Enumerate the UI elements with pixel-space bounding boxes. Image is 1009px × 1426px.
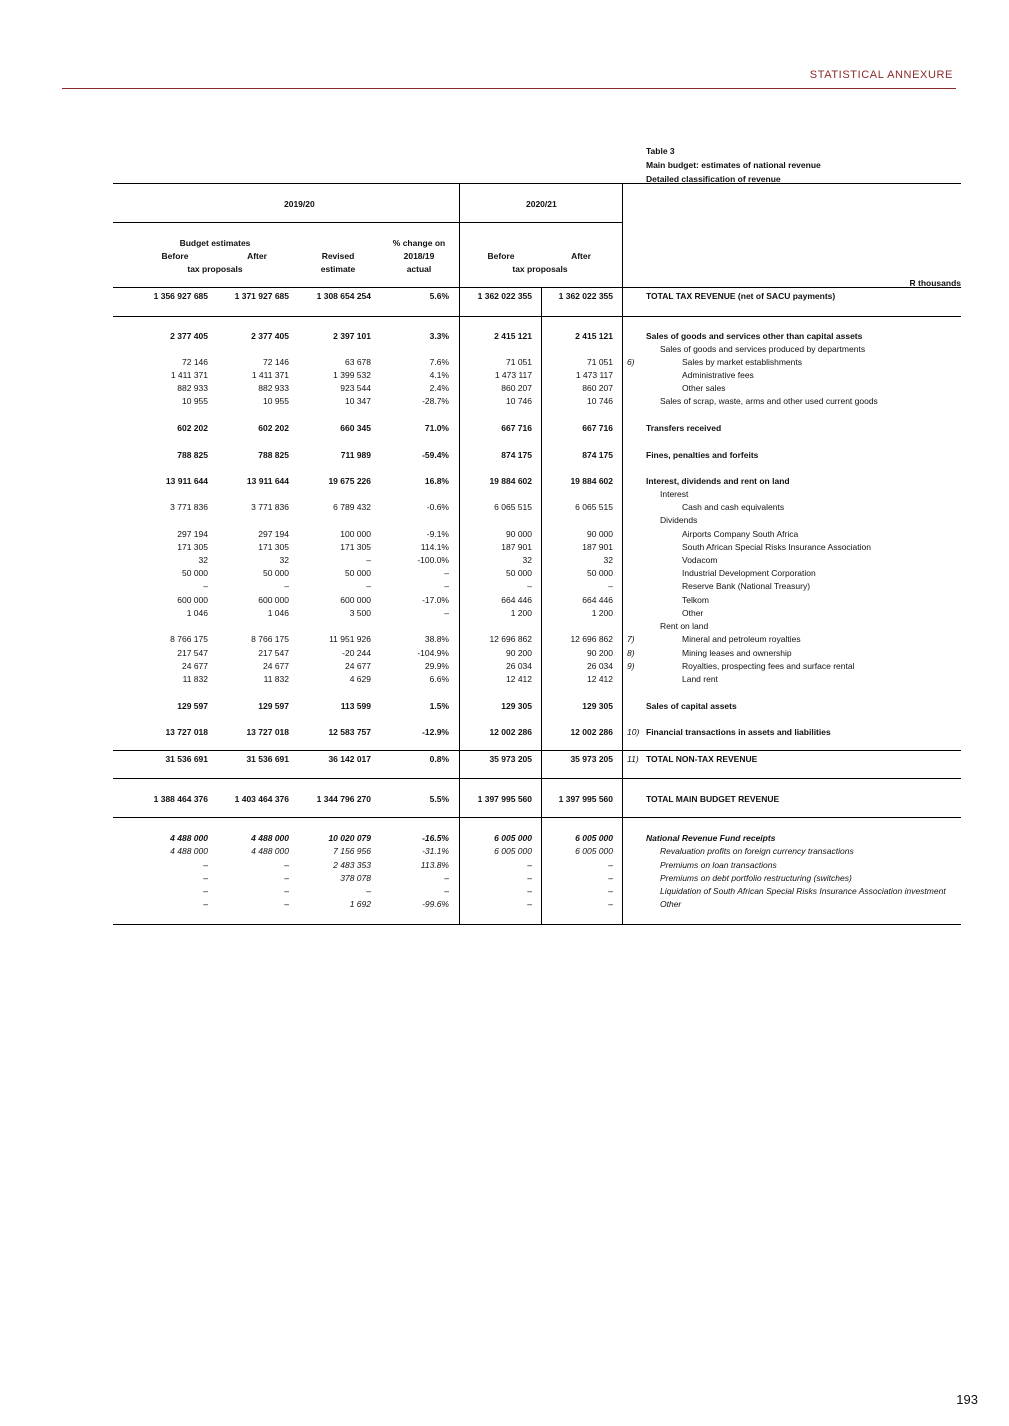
table-row (0, 846, 1009, 859)
cell-col-5: 664 446 (501, 595, 532, 605)
cell-col-6: 50 000 (587, 568, 613, 578)
cell-col-6: – (608, 873, 613, 883)
cell-col-3: 1 344 796 270 (316, 794, 371, 804)
cell-col-2: 217 547 (258, 648, 289, 658)
row-label: Financial transactions in assets and liabilities (646, 727, 831, 737)
row-label: Other sales (682, 383, 726, 393)
cell-col-5: 12 412 (506, 674, 532, 684)
cell-col-1: 297 194 (177, 529, 208, 539)
after2-header: After (571, 251, 591, 261)
cell-col-2: 13 727 018 (246, 727, 289, 737)
cell-col-2: 8 766 175 (251, 634, 289, 644)
cell-col-5: 667 716 (501, 423, 532, 433)
cell-col-6: 32 (603, 555, 613, 565)
cell-col-3: 113 599 (340, 701, 371, 711)
cell-col-1: 1 388 464 376 (153, 794, 208, 804)
cell-col-1: 10 955 (182, 396, 208, 406)
cell-col-1: – (203, 899, 208, 909)
cell-col-2: 3 771 836 (251, 502, 289, 512)
cell-col-5: – (527, 581, 532, 591)
table-row (0, 423, 1009, 436)
cell-col-2: 171 305 (258, 542, 289, 552)
cell-col-6: 6 065 515 (575, 502, 613, 512)
table-row (0, 794, 1009, 807)
table-row (0, 396, 1009, 409)
cell-col-4: 2.4% (429, 383, 449, 393)
cell-col-1: 1 046 (186, 608, 208, 618)
cell-col-1: 13 727 018 (165, 727, 208, 737)
cell-col-4: – (444, 608, 449, 618)
tax-revenue-rule (113, 316, 961, 317)
row-label: Vodacom (682, 555, 718, 565)
footnote-ref: 8) (627, 648, 635, 658)
table-row (0, 595, 1009, 608)
table-row (0, 727, 1009, 740)
cell-col-6: 6 005 000 (575, 846, 613, 856)
table-row (0, 634, 1009, 647)
cell-col-6: 10 746 (587, 396, 613, 406)
row-label: Sales by market establishments (682, 357, 802, 367)
cell-col-3: 12 583 757 (328, 727, 371, 737)
page-number: 193 (956, 1392, 978, 1407)
cell-col-3: 50 000 (345, 568, 371, 578)
cell-col-5: 6 005 000 (494, 833, 532, 843)
cell-col-6: 664 446 (582, 595, 613, 605)
cell-col-1: 31 536 691 (165, 754, 208, 764)
cell-col-5: 129 305 (501, 701, 532, 711)
table-row (0, 331, 1009, 344)
row-label: Airports Company South Africa (682, 529, 799, 539)
cell-col-2: 32 (279, 555, 289, 565)
cell-col-4: -59.4% (422, 450, 449, 460)
table-row (0, 833, 1009, 846)
footnote-ref: 10) (627, 727, 640, 737)
cell-col-4: 6.6% (429, 674, 449, 684)
cell-col-5: 6 005 000 (494, 846, 532, 856)
cell-col-3: 24 677 (345, 661, 371, 671)
cell-col-2: 2 377 405 (251, 331, 289, 341)
section-title: STATISTICAL ANNEXURE (809, 69, 953, 81)
cell-col-2: 31 536 691 (246, 754, 289, 764)
cell-col-4: 3.3% (429, 331, 449, 341)
cell-col-1: 24 677 (182, 661, 208, 671)
cell-col-5: 19 884 602 (489, 476, 532, 486)
cell-col-5: 90 200 (506, 648, 532, 658)
cell-col-2: – (284, 581, 289, 591)
cell-col-1: 8 766 175 (170, 634, 208, 644)
table-row (0, 754, 1009, 767)
cell-col-3: 171 305 (340, 542, 371, 552)
year-2019-20: 2019/20 (284, 199, 315, 209)
row-label: Interest (660, 489, 689, 499)
tax-proposals2-header: tax proposals (512, 264, 568, 274)
table-row (0, 886, 1009, 899)
cell-col-3: 1 399 532 (333, 370, 371, 380)
cell-col-1: 171 305 (177, 542, 208, 552)
cell-col-6: 26 034 (587, 661, 613, 671)
table-row (0, 568, 1009, 581)
budget-estimates-header: Budget estimates (179, 238, 251, 248)
cell-col-3: 11 951 926 (329, 634, 371, 644)
row-label: Reserve Bank (National Treasury) (682, 581, 811, 591)
cell-col-5: 1 473 117 (494, 370, 532, 380)
cell-col-3: 1 308 654 254 (316, 291, 371, 301)
cell-col-4: 7.6% (429, 357, 449, 367)
row-label: Sales of capital assets (646, 701, 737, 711)
cell-col-2: 602 202 (258, 423, 289, 433)
actual-header: actual (406, 264, 432, 274)
cell-col-5: – (527, 886, 532, 896)
table-row (0, 873, 1009, 886)
cell-col-1: – (203, 873, 208, 883)
row-label: Premiums on debt portfolio restructuring (switches) (660, 873, 852, 883)
row-label: Mineral and petroleum royalties (682, 634, 801, 644)
pct-change-header: % change on (392, 238, 446, 248)
table-caption (646, 144, 821, 186)
caption-line-2: Main budget: estimates of national revenue (646, 160, 821, 170)
table-row (0, 357, 1009, 370)
cell-col-1: 600 000 (177, 595, 208, 605)
cell-col-3: 600 000 (340, 595, 371, 605)
row-label: Transfers received (646, 423, 722, 433)
cell-col-3: 36 142 017 (328, 754, 371, 764)
cell-col-2: 129 597 (258, 701, 289, 711)
cell-col-5: 1 397 995 560 (477, 794, 532, 804)
cell-col-3: 711 989 (340, 450, 371, 460)
cell-col-6: 19 884 602 (570, 476, 613, 486)
cell-col-5: 10 746 (506, 396, 532, 406)
cell-col-2: 24 677 (263, 661, 289, 671)
row-label: Telkom (682, 595, 709, 605)
cell-col-1: – (203, 886, 208, 896)
footnote-ref: 7) (627, 634, 635, 644)
cell-col-1: 72 146 (182, 357, 208, 367)
row-label: TOTAL MAIN BUDGET REVENUE (646, 794, 780, 804)
table-row (0, 291, 1009, 304)
cell-col-3: 660 345 (340, 423, 371, 433)
table-row (0, 581, 1009, 594)
cell-col-6: 71 051 (587, 357, 613, 367)
after-header: After (247, 251, 267, 261)
cell-col-5: 35 973 205 (489, 754, 532, 764)
cell-col-1: 4 488 000 (170, 846, 208, 856)
cell-col-5: 12 696 862 (489, 634, 532, 644)
cell-col-6: 1 397 995 560 (558, 794, 613, 804)
cell-col-5: – (527, 899, 532, 909)
cell-col-1: 602 202 (177, 423, 208, 433)
cell-col-3: 100 000 (340, 529, 371, 539)
table-row (0, 383, 1009, 396)
before-header: Before (161, 251, 189, 261)
cell-col-3: 19 675 226 (328, 476, 371, 486)
cell-col-4: -104.9% (417, 648, 449, 658)
table-row (0, 860, 1009, 873)
cell-col-4: -12.9% (422, 727, 449, 737)
cell-col-3: 923 544 (340, 383, 371, 393)
cell-col-3: 6 789 432 (333, 502, 371, 512)
tax-proposals-header: tax proposals (187, 264, 243, 274)
table-row (0, 648, 1009, 661)
cell-col-3: 63 678 (345, 357, 371, 367)
cell-col-1: 2 377 405 (170, 331, 208, 341)
cell-col-5: 1 362 022 355 (477, 291, 532, 301)
cell-col-3: 4 629 (349, 674, 371, 684)
cell-col-2: 297 194 (258, 529, 289, 539)
cell-col-6: – (608, 860, 613, 870)
row-label: Cash and cash equivalents (682, 502, 785, 512)
cell-col-4: -17.0% (422, 595, 449, 605)
cell-col-2: – (284, 860, 289, 870)
cell-col-6: 12 002 286 (570, 727, 613, 737)
cell-col-1: 32 (198, 555, 208, 565)
cell-col-2: 10 955 (263, 396, 289, 406)
cell-col-4: -31.1% (422, 846, 449, 856)
row-label: Royalties, prospecting fees and surface rental (682, 661, 855, 671)
cell-col-2: 600 000 (258, 595, 289, 605)
table-row (0, 621, 1009, 634)
table-row (0, 701, 1009, 714)
cell-col-6: 187 901 (582, 542, 613, 552)
cell-col-5: 874 175 (501, 450, 532, 460)
cell-col-4: -16.5% (422, 833, 449, 843)
cell-col-1: 129 597 (177, 701, 208, 711)
footnote-ref: 6) (627, 357, 635, 367)
year-2020-21: 2020/21 (526, 199, 557, 209)
cell-col-6: 6 005 000 (575, 833, 613, 843)
cell-col-5: – (527, 860, 532, 870)
cell-col-3: 10 020 079 (328, 833, 371, 843)
table-row (0, 899, 1009, 912)
cell-col-5: 32 (522, 555, 532, 565)
cell-col-2: 1 411 371 (251, 370, 289, 380)
cell-col-2: 11 832 (263, 674, 289, 684)
row-label: Rent on land (660, 621, 709, 631)
cell-col-5: 90 000 (506, 529, 532, 539)
cell-col-4: 1.5% (429, 701, 449, 711)
cell-col-6: 90 000 (587, 529, 613, 539)
caption-line-1: Table 3 (646, 146, 675, 156)
row-label: Revaluation profits on foreign currency transactions (660, 846, 854, 856)
cell-col-1: 4 488 000 (170, 833, 208, 843)
cell-col-6: – (608, 899, 613, 909)
header-bottom-rule (113, 287, 961, 288)
cell-col-6: 129 305 (582, 701, 613, 711)
row-label: Sales of goods and services produced by departments (660, 344, 866, 354)
row-label: Premiums on loan transactions (660, 860, 777, 870)
cell-col-5: 6 065 515 (494, 502, 532, 512)
row-label: Liquidation of South African Special Risks Insurance Association investment (660, 886, 946, 896)
table-row (0, 608, 1009, 621)
total-bottom-rule (113, 817, 961, 818)
cell-col-3: 2 397 101 (333, 331, 371, 341)
row-label: National Revenue Fund receipts (646, 833, 776, 843)
footnote-ref: 9) (627, 661, 635, 671)
cell-col-4: 16.8% (424, 476, 449, 486)
table-row (0, 661, 1009, 674)
cell-col-4: -0.6% (426, 502, 449, 512)
cell-col-1: – (203, 581, 208, 591)
cell-col-3: – (366, 555, 371, 565)
cell-col-4: – (444, 568, 449, 578)
cell-col-6: 1 473 117 (575, 370, 613, 380)
cell-col-2: 4 488 000 (251, 833, 289, 843)
pct-year-header: 2018/19 (403, 251, 435, 261)
row-label: Industrial Development Corporation (682, 568, 816, 578)
table-row (0, 515, 1009, 528)
cell-col-4: 5.5% (429, 794, 449, 804)
cell-col-2: – (284, 886, 289, 896)
cell-col-1: 1 411 371 (170, 370, 208, 380)
cell-col-6: 35 973 205 (570, 754, 613, 764)
cell-col-6: 12 696 862 (570, 634, 613, 644)
cell-col-5: 12 002 286 (489, 727, 532, 737)
table-row (0, 529, 1009, 542)
cell-col-3: 10 347 (345, 396, 371, 406)
cell-col-1: 882 933 (177, 383, 208, 393)
row-label: TOTAL TAX REVENUE (net of SACU payments) (646, 291, 836, 301)
table-row (0, 344, 1009, 357)
row-label: Sales of goods and services other than capital assets (646, 331, 863, 341)
cell-col-2: 1 403 464 376 (234, 794, 289, 804)
table-row (0, 370, 1009, 383)
table-top-rule (113, 183, 961, 184)
row-label: South African Special Risks Insurance Association (682, 542, 871, 552)
cell-col-1: – (203, 860, 208, 870)
cell-col-5: 860 207 (501, 383, 532, 393)
revised-header: Revised (321, 251, 355, 261)
cell-col-1: 3 771 836 (170, 502, 208, 512)
cell-col-4: -99.6% (422, 899, 449, 909)
cell-col-3: – (366, 581, 371, 591)
table-row (0, 555, 1009, 568)
cell-col-4: – (444, 886, 449, 896)
cell-col-5: 1 200 (510, 608, 532, 618)
row-label: Dividends (660, 515, 698, 525)
cell-col-6: 667 716 (582, 423, 613, 433)
cell-col-6: 1 362 022 355 (558, 291, 613, 301)
cell-col-2: 1 371 927 685 (234, 291, 289, 301)
cell-col-6: 12 412 (587, 674, 613, 684)
cell-col-6: 90 200 (587, 648, 613, 658)
cell-col-3: – (366, 886, 371, 896)
cell-col-3: 2 483 353 (333, 860, 371, 870)
cell-col-3: 3 500 (349, 608, 371, 618)
table-bottom-rule (113, 924, 961, 925)
table-row (0, 450, 1009, 463)
cell-col-4: 4.1% (429, 370, 449, 380)
cell-col-4: 38.8% (424, 634, 449, 644)
cell-col-4: -28.7% (422, 396, 449, 406)
cell-col-4: 114.1% (420, 542, 449, 552)
cell-col-1: 11 832 (182, 674, 208, 684)
cell-col-3: 378 078 (340, 873, 371, 883)
cell-col-1: 50 000 (182, 568, 208, 578)
cell-col-5: 187 901 (501, 542, 532, 552)
cell-col-5: 71 051 (506, 357, 532, 367)
row-label: Mining leases and ownership (682, 648, 792, 658)
cell-col-4: 0.8% (429, 754, 449, 764)
cell-col-4: – (444, 581, 449, 591)
cell-col-6: 2 415 121 (575, 331, 613, 341)
cell-col-1: 13 911 644 (165, 476, 208, 486)
row-label: Administrative fees (682, 370, 754, 380)
table-row (0, 489, 1009, 502)
row-label: Land rent (682, 674, 718, 684)
nontax-top-rule (113, 750, 961, 751)
cell-col-6: 874 175 (582, 450, 613, 460)
row-label: Fines, penalties and forfeits (646, 450, 759, 460)
cell-col-5: 2 415 121 (494, 331, 532, 341)
cell-col-2: 50 000 (263, 568, 289, 578)
cell-col-5: 26 034 (506, 661, 532, 671)
cell-col-6: 860 207 (582, 383, 613, 393)
cell-col-2: 13 911 644 (246, 476, 289, 486)
table-row (0, 502, 1009, 515)
cell-col-2: 1 046 (267, 608, 289, 618)
cell-col-4: -100.0% (417, 555, 449, 565)
cell-col-1: 788 825 (177, 450, 208, 460)
cell-col-4: 71.0% (424, 423, 449, 433)
cell-col-2: – (284, 873, 289, 883)
nontax-bottom-rule (113, 778, 961, 779)
cell-col-5: 50 000 (506, 568, 532, 578)
cell-col-2: 788 825 (258, 450, 289, 460)
cell-col-2: 882 933 (258, 383, 289, 393)
cell-col-5: – (527, 873, 532, 883)
before2-header: Before (487, 251, 515, 261)
cell-col-4: 113.8% (420, 860, 449, 870)
row-label: Sales of scrap, waste, arms and other used current goods (660, 396, 878, 406)
table-row (0, 674, 1009, 687)
cell-col-4: 5.6% (429, 291, 449, 301)
cell-col-6: – (608, 581, 613, 591)
cell-col-2: 4 488 000 (251, 846, 289, 856)
cell-col-4: 29.9% (424, 661, 449, 671)
cell-col-3: 1 692 (349, 899, 371, 909)
estimate-header: estimate (320, 264, 356, 274)
caption-line-3: Detailed classification of revenue (646, 174, 781, 184)
cell-col-1: 217 547 (177, 648, 208, 658)
row-label: Other (682, 608, 704, 618)
header-rule (62, 88, 956, 89)
cell-col-2: 72 146 (263, 357, 289, 367)
cell-col-4: -9.1% (426, 529, 449, 539)
cell-col-4: – (444, 873, 449, 883)
cell-col-1: 1 356 927 685 (153, 291, 208, 301)
cell-col-3: 7 156 956 (333, 846, 371, 856)
table-row (0, 542, 1009, 555)
cell-col-6: – (608, 886, 613, 896)
cell-col-6: 1 200 (591, 608, 613, 618)
row-label: Other (660, 899, 682, 909)
cell-col-2: – (284, 899, 289, 909)
unit-label: R thousands (909, 278, 961, 288)
row-label: Interest, dividends and rent on land (646, 476, 790, 486)
year-rule (113, 222, 622, 223)
table-row (0, 476, 1009, 489)
footnote-ref: 11) (627, 754, 639, 764)
cell-col-3: -20 244 (342, 648, 371, 658)
row-label: TOTAL NON-TAX REVENUE (646, 754, 758, 764)
